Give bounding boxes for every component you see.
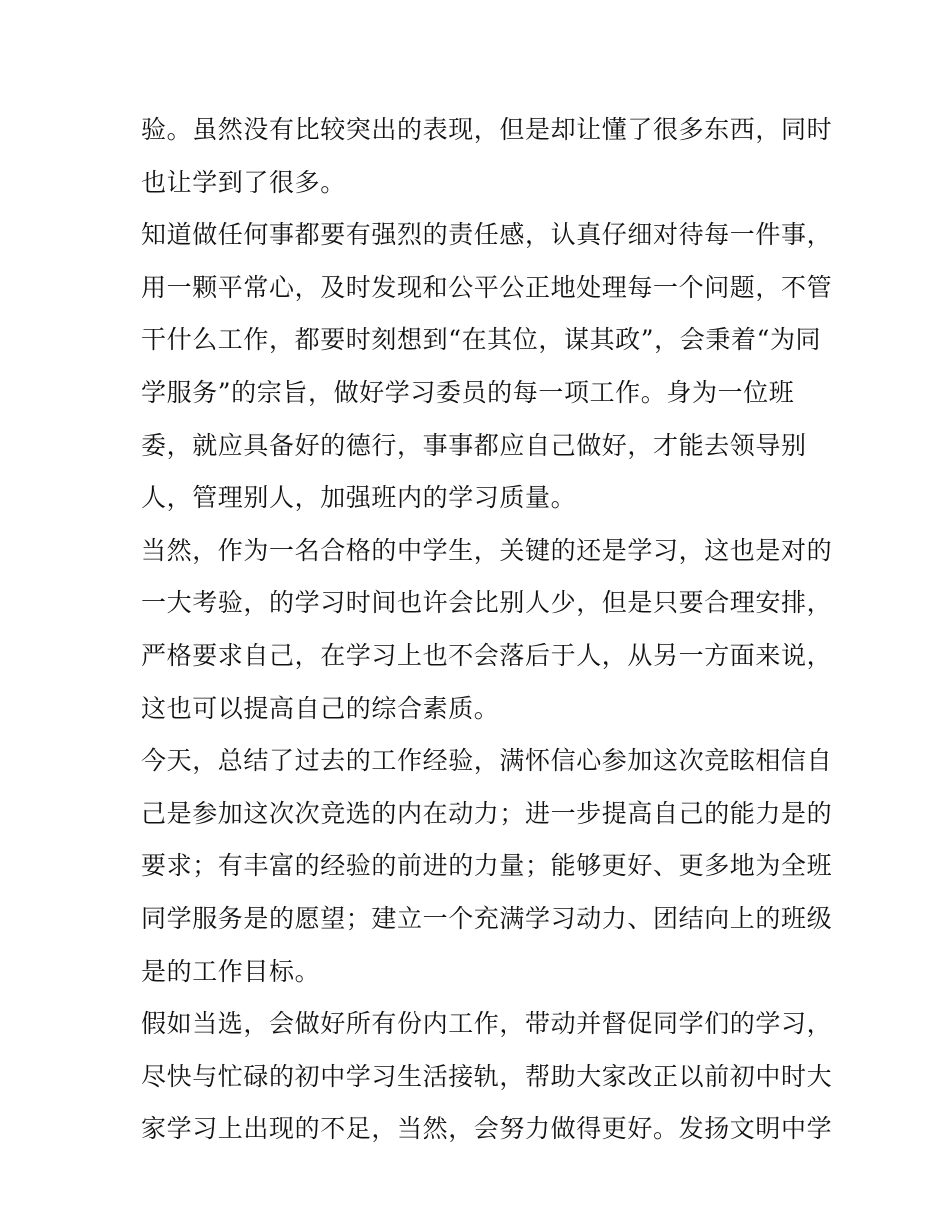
text-line: 是的工作目标。 <box>141 956 321 986</box>
text-line: 今天，总结了过去的工作经验，满怀信心参加这次竞眩相信自 <box>141 746 833 776</box>
text-line: 也让学到了很多。 <box>141 167 346 197</box>
text-line: 尽快与忙碌的初中学习生活接轨，帮助大家改正以前初中时大 <box>141 1061 833 1091</box>
text-line: 干什么工作，都要时刻想到“在其位，谋其政”，会秉着“为同 <box>141 325 822 355</box>
text-line: 这也可以提高自己的综合素质。 <box>141 693 500 723</box>
text-line: 己是参加这次次竞选的内在动力；进一步提高自己的能力是的 <box>141 798 833 828</box>
text-line: 要求；有丰富的经验的前进的力量；能够更好、更多地为全班 <box>141 851 833 881</box>
paragraph-4 <box>141 735 833 998</box>
text-line: 人，管理别人，加强班内的学习质量。 <box>141 483 577 513</box>
paragraph-5 <box>141 998 833 1156</box>
text-line: 一大考验，的学习时间也许会比别人少，但是只要合理安排， <box>141 588 833 618</box>
text-line: 知道做任何事都要有强烈的责任感，认真仔细对待每一件事， <box>141 220 833 250</box>
text-line: 用一颗平常心，及时发现和公平公正地处理每一个问题，不管 <box>141 272 833 302</box>
document-body <box>141 104 833 1156</box>
text-line: 学服务”的宗旨，做好学习委员的每一项工作。身为一位班 <box>141 377 795 407</box>
paragraph-3 <box>141 525 833 735</box>
text-line: 当然，作为一名合格的中学生，关键的还是学习，这也是对的 <box>141 535 833 565</box>
text-line: 严格要求自己，在学习上也不会落后于人，从另一方面来说， <box>141 640 833 670</box>
text-line: 验。虽然没有比较突出的表现，但是却让懂了很多东西，同时 <box>141 115 833 144</box>
text-line: 假如当选，会做好所有份内工作，带动并督促同学们的学习， <box>141 1009 833 1039</box>
text-line: 委，就应具备好的德行，事事都应自己做好，才能去领导别 <box>141 430 807 460</box>
text-line: 家学习上出现的不足，当然，会努力做得更好。发扬文明中学 <box>141 1114 833 1144</box>
text-line: 同学服务是的愿望；建立一个充满学习动力、团结向上的班级 <box>141 903 833 933</box>
paragraph-1 <box>141 104 833 209</box>
paragraph-2 <box>141 209 833 525</box>
